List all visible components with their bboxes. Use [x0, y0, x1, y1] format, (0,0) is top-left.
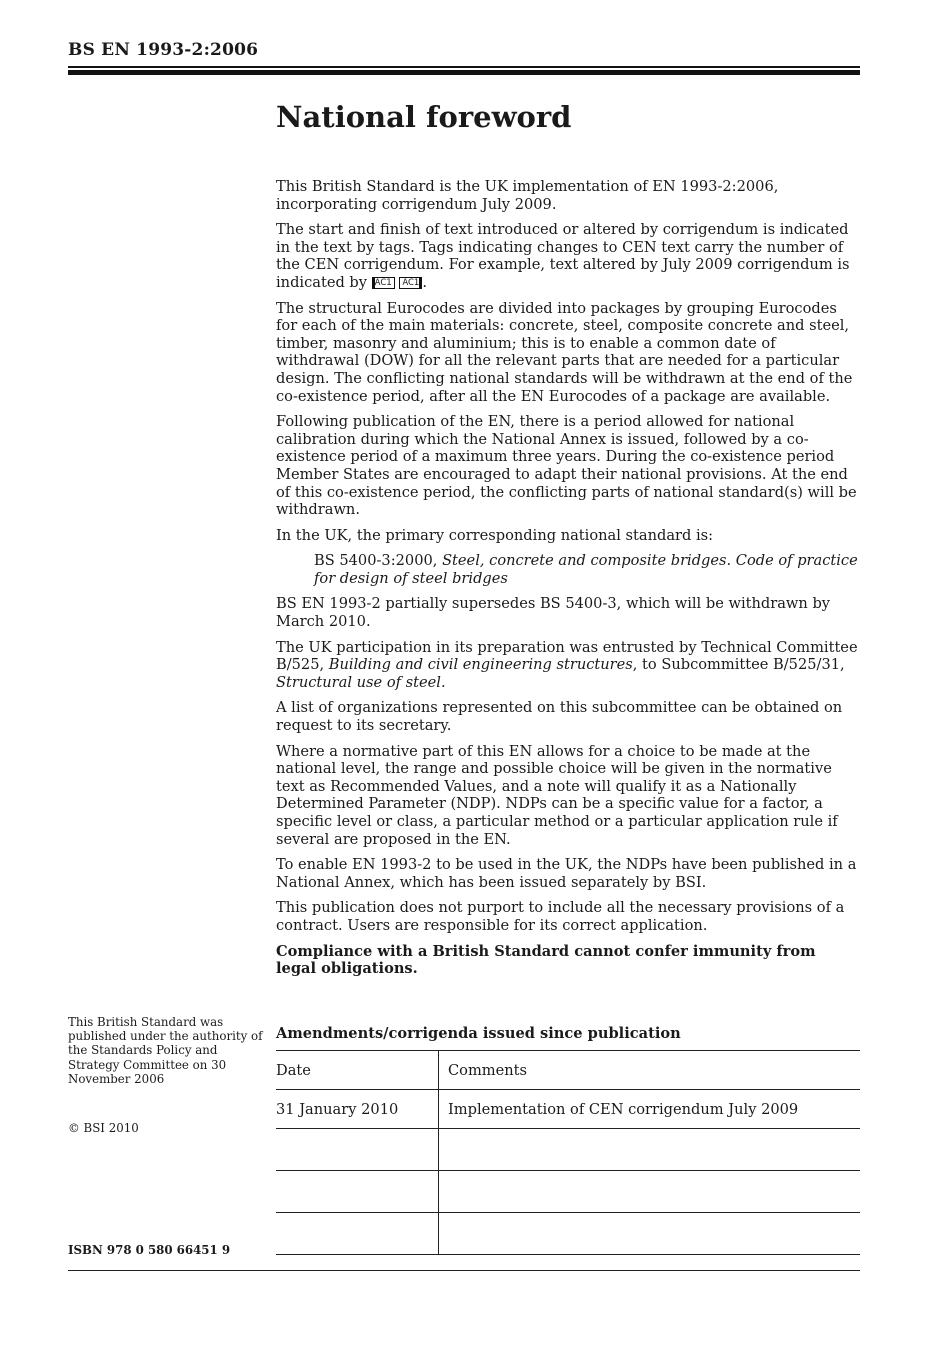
paragraph-national-calibration: Following publication of the EN, there is a period allowed for national calibration during which the National Annex is issued, followed by a co-existence period of a maximum three years. During the co-existence period Member States are encouraged to adapt their national provisions. At the end of this co-existence period, the conflicting parts of national standard(s) will be withdrawn. — [276, 413, 857, 519]
committee-text-a: The UK participation in its preparation was entrusted by Technical Committee B/525, — [276, 638, 858, 674]
cell-comments — [439, 1171, 861, 1213]
cell-comments — [439, 1213, 861, 1255]
paragraph-compliance-notice: Compliance with a British Standard cannot confer immunity from legal obligations. — [276, 942, 816, 978]
cell-date — [276, 1129, 439, 1171]
foreword-body — [276, 178, 860, 986]
paragraph-supersedes: BS EN 1993-2 partially supersedes BS 5400-3, which will be withdrawn by March 2010. — [276, 595, 831, 631]
publication-note — [68, 1015, 268, 1086]
page-title: National foreword — [276, 100, 572, 134]
table-row — [276, 1213, 860, 1255]
paragraph-committee — [276, 639, 860, 692]
publication-note-text: This British Standard was published under the authority of the Standards Policy and Strategy Committee on 30 November 2006 — [68, 1015, 263, 1086]
column-header-comments: Comments — [439, 1051, 861, 1090]
cell-comments: Implementation of CEN corrigendum July 2009 — [439, 1090, 861, 1129]
copyright: © BSI 2010 — [68, 1121, 139, 1135]
header-rule-thin — [68, 66, 860, 68]
paragraph-implementation: This British Standard is the UK implementation of EN 1993-2:2006, incorporating corrigendum July 2009. — [276, 178, 779, 213]
document-id: BS EN 1993-2:2006 — [68, 40, 259, 60]
paragraph-organizations: A list of organizations represented on this subcommittee can be obtained on request to its secretary. — [276, 699, 843, 735]
cell-date: 31 January 2010 — [276, 1090, 439, 1129]
paragraph-ndp: Where a normative part of this EN allows for a choice to be made at the national level, the range and possible choice will be given in the normative text as Recommended Values, and a note will qualify it as a Nationally Determined Parameter (NDP). NDPs can be a specific value for a factor, a specific level or class, a particular method or a particular application rule if several are proposed in the EN. — [276, 742, 838, 848]
corrigendum-tags-text: The start and finish of text introduced or altered by corrigendum is indicated in the text by tags. Tags indicating changes to CEN text carry the number of the CEN corrigendum. For example, text altered by July 2009 corrigendum is indicated by — [276, 221, 850, 291]
bs5400-title: Steel, concrete and composite bridges. Code of practice for design of steel bridges — [314, 552, 858, 587]
header-rule-thick — [68, 70, 860, 75]
subcommittee-name: Structural use of steel. — [276, 673, 446, 691]
ac1-close-tag-label: AC1 — [402, 277, 420, 288]
cell-comments — [439, 1129, 861, 1171]
amendments-table — [276, 1050, 860, 1255]
footer-rule — [68, 1270, 860, 1271]
paragraph-eurocode-packages: The structural Eurocodes are divided into packages by grouping Eurocodes for each of the main materials: concrete, steel, composite concrete and steel, timber, masonry and aluminium; this is to enable a common date of withdrawal (DOW) for all the relevant parts that are needed for a particular design. The conflicting national standards will be withdrawn at the end of the co-existence period, after all the EN Eurocodes of a package are available. — [276, 299, 853, 405]
cell-date — [276, 1213, 439, 1255]
table-header-row — [276, 1051, 860, 1090]
table-row — [276, 1090, 860, 1129]
ac1-open-tag-icon — [372, 277, 395, 289]
amendments-heading: Amendments/corrigenda issued since publication — [276, 1025, 681, 1042]
column-header-date: Date — [276, 1051, 439, 1090]
committee-name: Building and civil engineering structures — [328, 656, 633, 674]
bs5400-code: BS 5400-3:2000, — [314, 552, 443, 570]
ac1-close-tag-icon — [399, 277, 422, 289]
paragraph-national-annex: To enable EN 1993-2 to be used in the UK, the NDPs have been published in a National Annex, which has been issued separately by BSI. — [276, 856, 857, 891]
corrigendum-tags-end: . — [422, 273, 427, 291]
table-row — [276, 1171, 860, 1213]
paragraph-contract-provisions: This publication does not purport to include all the necessary provisions of a contract. Users are responsible for its correct application. — [276, 899, 845, 934]
paragraph-bs5400-reference — [314, 552, 860, 587]
paragraph-corrigendum-tags — [276, 221, 860, 291]
committee-text-c: , to Subcommittee B/525/31, — [632, 656, 845, 674]
paragraph-uk-standard-intro: In the UK, the primary corresponding national standard is: — [276, 526, 714, 544]
table-row — [276, 1129, 860, 1171]
isbn: ISBN 978 0 580 66451 9 — [68, 1243, 231, 1257]
ac1-open-tag-label: AC1 — [374, 277, 392, 288]
cell-date — [276, 1171, 439, 1213]
